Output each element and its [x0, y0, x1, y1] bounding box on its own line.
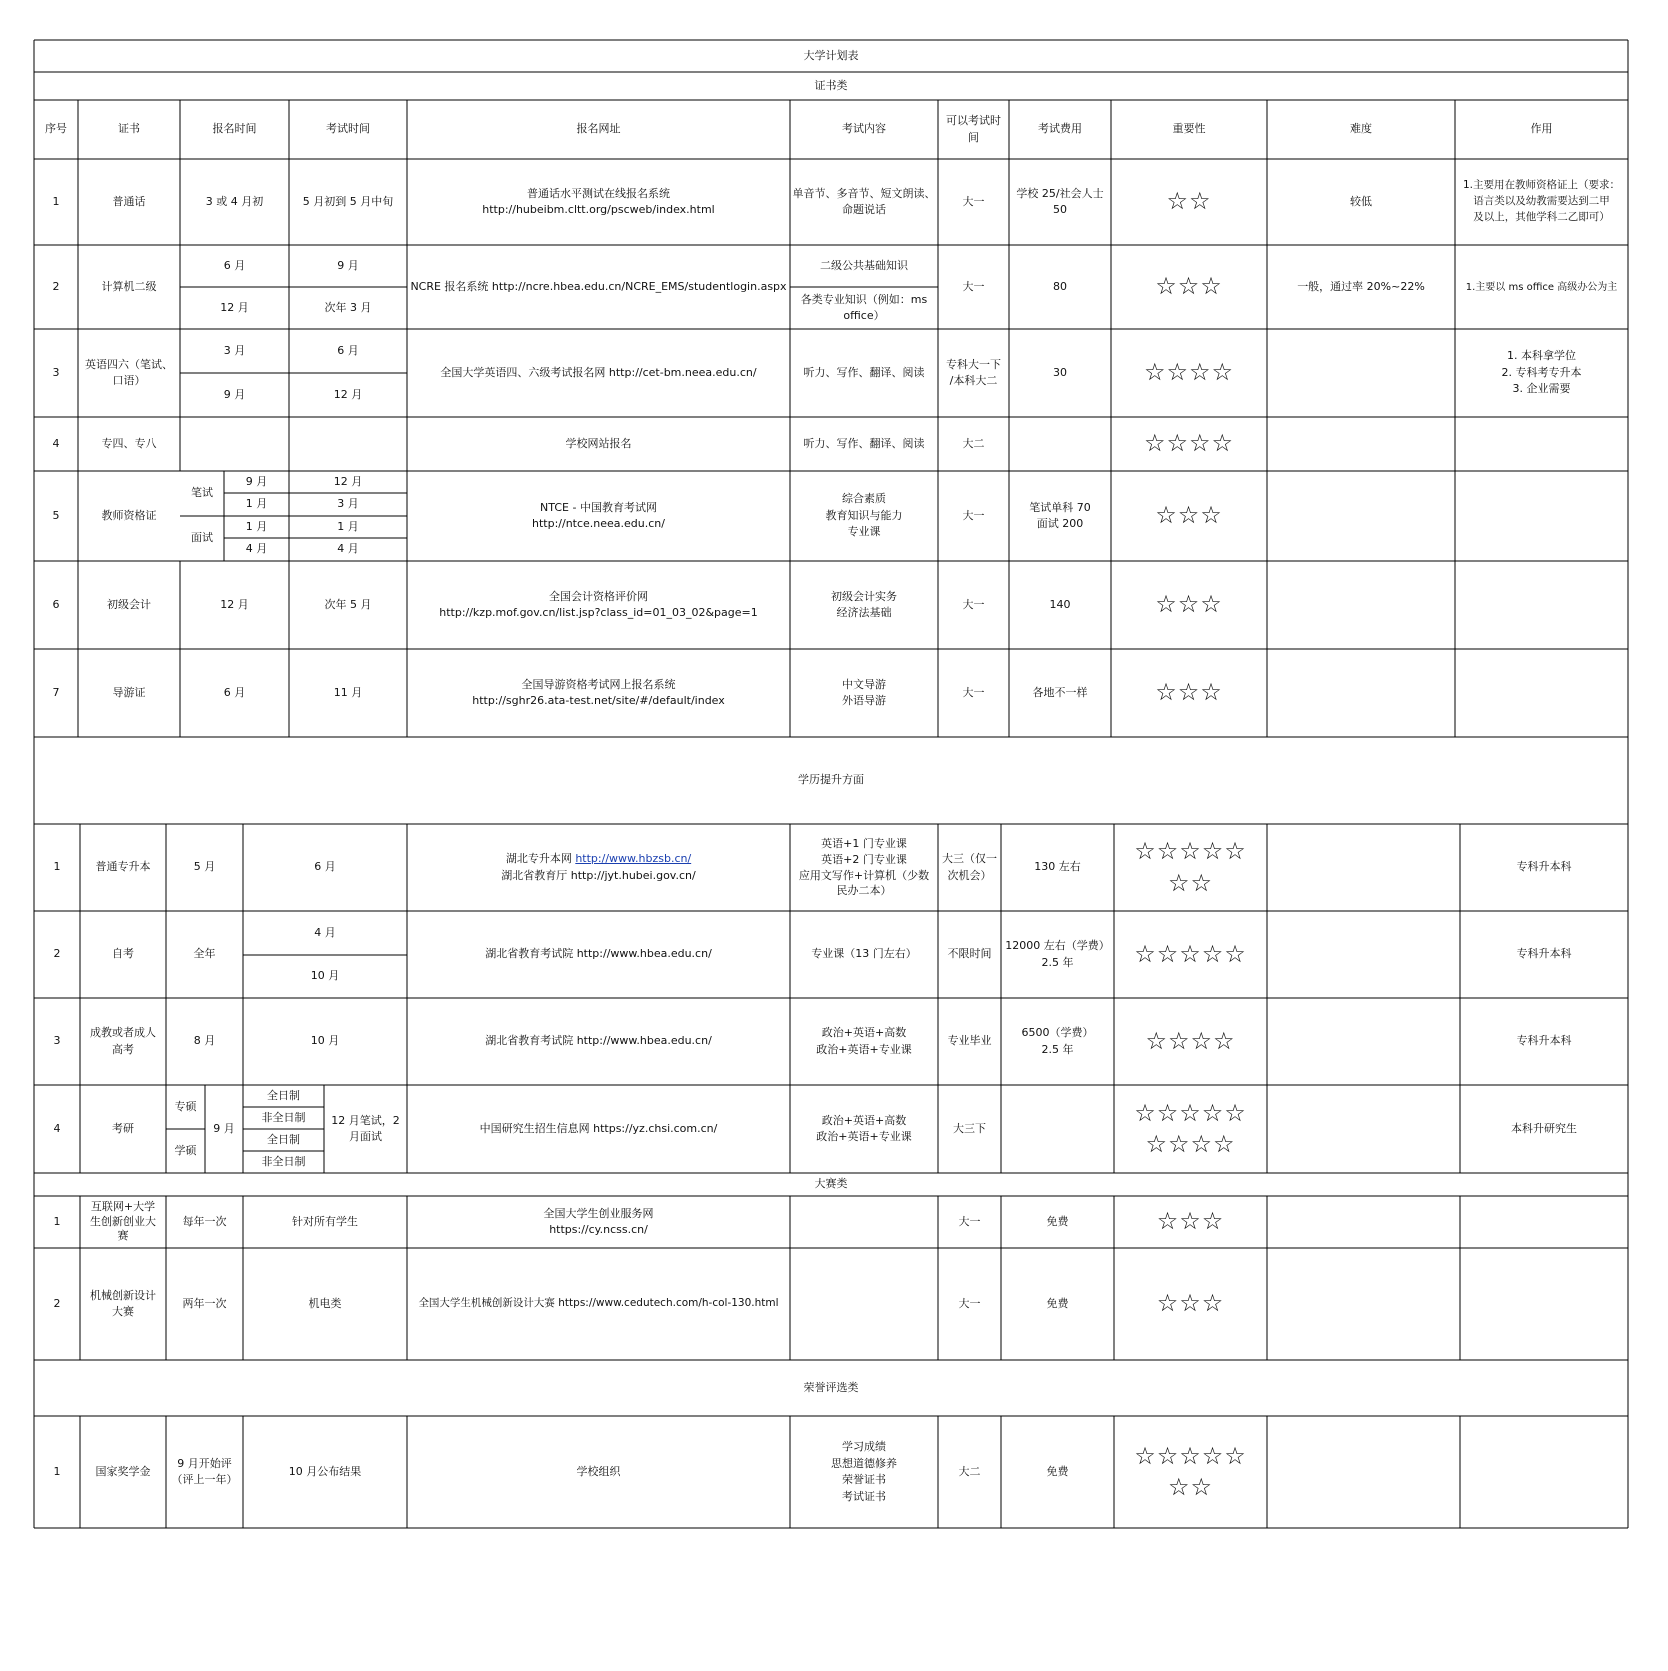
degree-1-exam: 6 月 [314, 860, 336, 874]
degree-4-purpose: 本科升研究生 [1511, 1121, 1577, 1135]
honor-1-content [790, 1416, 938, 1528]
cert-3-exam-1: 6 月 [337, 343, 359, 357]
degree-4-content-line: 政治+英语+高数 [821, 1113, 907, 1127]
degree-3-no: 3 [53, 1034, 61, 1048]
degree-3-when: 专业毕业 [947, 1034, 992, 1048]
cert-6-content [790, 561, 938, 649]
comp-1-no: 1 [53, 1214, 61, 1228]
cert-7-reg: 6 月 [223, 685, 246, 699]
cert-3-purpose [1455, 329, 1628, 417]
degree-4-importance-stars [1114, 1085, 1267, 1173]
cert-2-when: 大一 [962, 279, 985, 293]
comp-1-fee: 免费 [1046, 1214, 1069, 1228]
comp-1-name-line: 互联网+大学 [90, 1199, 156, 1213]
cert-3-name [78, 329, 180, 417]
degree-1-importance-stars [1114, 824, 1267, 911]
cert-1-reg: 3 或 4 月初 [205, 194, 264, 208]
cert-2-name: 计算机二级 [101, 279, 157, 293]
comp-2-no: 2 [53, 1296, 61, 1310]
cert-5-reg-1: 9 月 [245, 474, 268, 488]
degree-4-content [790, 1085, 938, 1173]
degree-4-when: 大三下 [953, 1121, 986, 1135]
cert-5-no: 5 [52, 508, 60, 522]
comp-1-url [407, 1196, 790, 1248]
cert-3-reg-2: 9 月 [223, 387, 246, 401]
header-importance: 重要性 [1172, 122, 1206, 136]
honor-1-fee: 免费 [1046, 1464, 1069, 1478]
cert-4-url: 学校网站报名 [565, 436, 632, 450]
degree-3-url: 湖北省教育考试院 http://www.hbea.edu.cn/ [485, 1034, 712, 1048]
header-purpose: 作用 [1530, 122, 1553, 136]
cert-7-name: 导游证 [112, 685, 146, 699]
header-difficulty: 难度 [1350, 122, 1372, 136]
honor-1-name: 国家奖学金 [95, 1464, 151, 1478]
degree-3-purpose: 专科升本科 [1516, 1034, 1572, 1048]
degree-2-fee-line: 12000 左右（学费） [1005, 939, 1110, 952]
degree-4-stars-line: ☆☆☆☆ [1145, 1130, 1236, 1158]
honor-1-url: 学校组织 [576, 1464, 621, 1478]
cert-3-purpose-line: 1. 本科拿学位 [1507, 349, 1576, 363]
honor-1-content-line: 考试证书 [842, 1489, 886, 1503]
degree-2-when: 不限时间 [947, 947, 992, 961]
cert-5-exam-2: 3 月 [337, 497, 359, 511]
cert-5-exam-4: 4 月 [337, 542, 359, 556]
degree-1-content-line: 英语+2 门专业课 [821, 852, 907, 866]
comp-1-url-line: 全国大学生创业服务网 [543, 1206, 654, 1220]
cert-5-url [407, 471, 790, 561]
cert-7-when: 大一 [962, 685, 985, 699]
cert-3-purpose-line: 3. 企业需要 [1512, 382, 1571, 396]
degree-2-no: 2 [53, 947, 61, 961]
degree-3-reg: 8 月 [193, 1034, 216, 1048]
degree-1-url-line [506, 851, 691, 868]
cert-1-fee-line: 50 [1053, 203, 1067, 216]
comp-1-target: 针对所有学生 [292, 1214, 358, 1228]
cert-7-content-line: 外语导游 [842, 694, 886, 707]
cert-3-when [938, 329, 1009, 417]
cert-6-importance-stars: ☆☆☆ [1155, 590, 1223, 619]
degree-3-fee [1001, 998, 1114, 1085]
degree-2-exam-2: 10 月 [310, 969, 340, 983]
degree-3-name-line: 高考 [112, 1042, 134, 1056]
cert-1-name: 普通话 [112, 194, 146, 208]
degree-3-content-line: 政治+英语+高数 [821, 1026, 907, 1039]
cert-5-written-label: 笔试 [191, 486, 213, 500]
cert-5-content-line: 教育知识与能力 [825, 508, 903, 522]
cert-6-fee: 140 [1049, 597, 1071, 611]
cert-6-when: 大一 [962, 597, 985, 611]
cert-5-interview-label: 面试 [191, 531, 213, 545]
cert-6-url-line: http://kzp.mof.gov.cn/list.jsp?class_id=01_03_02&page=1 [439, 606, 758, 619]
cert-2-fee: 80 [1053, 279, 1067, 293]
cert-1-importance-stars: ☆☆ [1166, 187, 1212, 216]
cert-2-content-2-line: 各类专业知识（例如：ms [800, 292, 928, 306]
degree-2-fee [1001, 911, 1114, 998]
degree-1-url-link[interactable]: http://www.hbzsb.cn/ [575, 852, 692, 865]
cert-7-url-line: 全国导游资格考试网上报名系统 [521, 677, 676, 691]
degree-4-url: 中国研究生招生信息网 https://yz.chsi.com.cn/ [479, 1121, 718, 1135]
cert-7-fee: 各地不一样 [1032, 685, 1088, 699]
cert-2-purpose: 1.主要以 ms office 高级办公为主 [1465, 281, 1618, 293]
cert-1-purpose-line: 1.主要用在教师资格证上（要求： [1462, 179, 1621, 192]
degree-3-importance-stars: ☆☆☆☆ [1145, 1026, 1236, 1055]
comp-2-importance-stars: ☆☆☆ [1156, 1289, 1225, 1318]
degree-4-name: 考研 [112, 1121, 134, 1135]
cert-7-exam: 11 月 [333, 685, 363, 699]
section-degree: 学历提升方面 [798, 773, 864, 787]
cert-5-url-line: http://ntce.neea.edu.cn/ [532, 517, 665, 530]
cert-2-content-2 [790, 287, 938, 329]
honor-1-reg-line: 9 月开始评 [177, 1456, 232, 1470]
cert-3-when-line: 专科大一下 [946, 357, 1001, 371]
header-exam-content: 考试内容 [842, 122, 886, 136]
cert-3-content: 听力、写作、翻译、阅读 [803, 365, 925, 379]
cert-5-content-line: 综合素质 [842, 492, 886, 506]
cert-4-content: 听力、写作、翻译、阅读 [803, 436, 925, 450]
cert-2-importance-stars: ☆☆☆ [1155, 272, 1223, 301]
cert-5-fee-line: 面试 200 [1036, 517, 1084, 530]
page-title: 大学计划表 [803, 48, 859, 62]
cert-2-reg-2: 12 月 [220, 300, 249, 314]
degree-4-exam-line: 12 月笔试，2 [331, 1113, 400, 1127]
cert-3-no: 3 [52, 365, 60, 379]
cert-1-url: 普通话水平测试在线报名系统 http://hubeibm.cltt.org/pscweb/index.html [482, 186, 715, 216]
honor-1-stars-line: ☆☆ [1167, 1473, 1214, 1501]
degree-2-reg: 全年 [193, 947, 216, 961]
degree-1-name: 普通专升本 [95, 860, 151, 874]
cert-4-importance-stars: ☆☆☆☆ [1143, 429, 1235, 458]
degree-4-mode-1: 全日制 [267, 1088, 300, 1102]
degree-1-content [790, 824, 938, 911]
degree-3-exam: 10 月 [310, 1034, 340, 1048]
cert-5-importance-stars: ☆☆☆ [1155, 501, 1223, 530]
cert-6-url-line: 全国会计资格评价网 [549, 589, 648, 603]
header-certificate: 证书 [118, 122, 140, 136]
cert-1-fee-line: 学校 25/社会人士 [1016, 186, 1104, 200]
cert-6-name: 初级会计 [107, 597, 151, 611]
honor-1-reg [166, 1416, 243, 1528]
cert-4-no: 4 [52, 436, 60, 450]
cert-2-exam-2: 次年 3 月 [324, 300, 372, 314]
comp-2-url: 全国大学生机械创新设计大赛 https://www.cedutech.com/h-col-130.html [418, 1297, 779, 1310]
cert-7-url [407, 649, 790, 737]
honor-1-content-line: 学习成绩 [842, 1440, 886, 1453]
degree-1-when [938, 824, 1001, 911]
cert-3-fee: 30 [1053, 365, 1067, 379]
cert-7-content [790, 649, 938, 737]
cert-7-importance-stars: ☆☆☆ [1155, 678, 1223, 707]
cert-6-no: 6 [52, 597, 60, 611]
cert-1-purpose-line: 语言类以及幼教需要达到二甲 [1473, 195, 1610, 208]
comp-1-name-line: 生创新创业大 [90, 1214, 156, 1228]
header-exam-time: 考试时间 [326, 122, 370, 136]
cert-2-content-1: 二级公共基础知识 [820, 258, 908, 272]
cert-3-purpose-line: 2. 专科考专升本 [1501, 365, 1582, 379]
cert-7-no: 7 [52, 685, 60, 699]
header-no: 序号 [45, 122, 67, 136]
degree-3-content [790, 998, 938, 1085]
comp-2-name-line: 机械创新设计 [90, 1288, 156, 1302]
cert-4-name: 专四、专八 [101, 436, 157, 450]
cert-5-reg-2: 1 月 [245, 497, 268, 511]
cert-2-content-2-line: office） [843, 309, 885, 322]
cert-2-reg-1: 6 月 [223, 258, 246, 272]
degree-4-mode-4: 非全日制 [261, 1154, 306, 1168]
degree-3-content-line: 政治+英语+专业课 [816, 1042, 912, 1056]
degree-4-mode-3: 全日制 [267, 1132, 300, 1146]
degree-1-stars-line: ☆☆☆☆☆ [1134, 837, 1247, 866]
degree-4-exam-line: 月面试 [349, 1130, 382, 1143]
comp-1-name-line: 赛 [117, 1229, 129, 1243]
comp-2-name [80, 1248, 166, 1360]
degree-1-when-line: 次机会） [947, 868, 992, 882]
degree-2-exam-1: 4 月 [314, 925, 336, 939]
cert-2-difficulty: 一般，通过率 20%~22% [1297, 279, 1425, 293]
cert-5-content [790, 471, 938, 561]
cert-6-content-line: 经济法基础 [836, 606, 892, 619]
cert-5-exam-3: 1 月 [337, 519, 359, 533]
comp-2-name-line: 大赛 [112, 1305, 134, 1318]
cert-1-purpose-line: 及以上，其他学科二乙即可） [1473, 210, 1610, 223]
degree-1-fee: 130 左右 [1034, 860, 1081, 874]
honor-1-reg-line: （评上一年） [171, 1473, 238, 1486]
cert-6-content-line: 初级会计实务 [831, 589, 897, 603]
header-eligible-time-text: 可以考试时间 [946, 114, 1001, 144]
honor-1-importance-stars [1114, 1416, 1267, 1528]
section-certificates: 证书类 [814, 78, 848, 92]
cert-7-content-line: 中文导游 [842, 677, 886, 691]
cert-1-purpose [1455, 159, 1628, 245]
cert-5-reg-3: 1 月 [245, 519, 268, 533]
cert-3-exam-2: 12 月 [333, 387, 363, 401]
degree-2-content: 专业课（13 门左右） [811, 947, 917, 961]
comp-1-name [80, 1196, 166, 1248]
degree-1-no: 1 [53, 860, 61, 874]
degree-1-content-line: 应用文写作+计算机（少数 [798, 868, 930, 882]
degree-3-fee-line: 6500（学费） [1021, 1026, 1094, 1039]
cert-1-content-line: 单音节、多音节、短文朗读、 [792, 186, 936, 200]
cert-3-reg-1: 3 月 [223, 343, 246, 357]
cert-1-no: 1 [52, 194, 60, 208]
cert-5-content-line: 专业课 [847, 525, 881, 539]
degree-2-fee-line: 2.5 年 [1041, 955, 1074, 969]
comp-2-fee: 免费 [1046, 1296, 1069, 1310]
cert-6-url [407, 561, 790, 649]
degree-1-purpose: 专科升本科 [1516, 860, 1572, 874]
degree-4-type-academic: 学硕 [174, 1143, 197, 1157]
honor-1-no: 1 [53, 1464, 61, 1478]
degree-2-importance-stars: ☆☆☆☆☆ [1134, 939, 1247, 968]
header-fee: 考试费用 [1038, 122, 1082, 136]
cert-1-content [790, 159, 938, 245]
cert-3-importance-stars: ☆☆☆☆ [1143, 358, 1235, 387]
degree-3-fee-line: 2.5 年 [1041, 1042, 1074, 1056]
cert-5-exam-1: 12 月 [333, 474, 363, 488]
degree-1-url-label: 湖北专升本网 [505, 852, 576, 865]
honor-1-exam: 10 月公布结果 [288, 1464, 362, 1478]
comp-1-importance-stars: ☆☆☆ [1156, 1207, 1225, 1236]
comp-1-url-line: https://cy.ncss.cn/ [549, 1223, 648, 1236]
degree-2-name: 自考 [112, 947, 134, 961]
cert-2-no: 2 [52, 279, 60, 293]
cert-6-exam: 次年 5 月 [324, 597, 372, 611]
degree-2-purpose: 专科升本科 [1516, 947, 1572, 961]
header-registration-time: 报名时间 [212, 122, 257, 136]
cert-3-when-line: /本科大二 [949, 374, 998, 387]
honor-1-content-line: 荣誉证书 [842, 1473, 886, 1486]
comp-2-frequency: 两年一次 [182, 1296, 227, 1310]
degree-4-exam [324, 1085, 407, 1173]
comp-2-when: 大一 [958, 1296, 981, 1310]
honor-1-stars-line: ☆☆☆☆☆ [1134, 1441, 1247, 1470]
cert-1-difficulty: 较低 [1350, 194, 1372, 208]
degree-4-stars-line: ☆☆☆☆☆ [1134, 1098, 1247, 1127]
cert-2-url: NCRE 报名系统 http://ncre.hbea.edu.cn/NCRE_EMS/studentlogin.aspx [410, 279, 787, 293]
degree-1-url [407, 824, 790, 911]
cert-2-exam-1: 9 月 [337, 258, 359, 272]
cert-5-fee-line: 笔试单科 70 [1029, 500, 1091, 514]
cert-5-reg-4: 4 月 [245, 542, 268, 556]
cert-7-url-line: http://sghr26.ata-test.net/site/#/default/index [472, 694, 725, 707]
degree-1-when-line: 大三（仅一 [942, 852, 997, 865]
honor-1-content-line: 思想道德修养 [831, 1456, 897, 1470]
comp-1-frequency: 每年一次 [182, 1214, 227, 1228]
degree-1-stars-line: ☆☆ [1167, 868, 1214, 897]
cert-5-url-line: NTCE - 中国教育考试网 [540, 500, 657, 514]
degree-1-content-line: 英语+1 门专业课 [821, 836, 907, 850]
cert-3-name-line: 英语四六（笔试、 [85, 357, 173, 371]
degree-2-url: 湖北省教育考试院 http://www.hbea.edu.cn/ [485, 947, 712, 961]
degree-1-reg: 5 月 [193, 860, 216, 874]
degree-3-name-line: 成教或者成人 [90, 1026, 156, 1039]
degree-4-no: 4 [53, 1121, 61, 1135]
degree-4-mode-2: 非全日制 [261, 1110, 306, 1124]
honor-1-when: 大二 [958, 1464, 981, 1478]
cert-3-url: 全国大学英语四、六级考试报名网 http://cet-bm.neea.edu.cn/ [440, 365, 757, 379]
cert-5-fee [1009, 471, 1111, 561]
section-competitions: 大赛类 [814, 1177, 848, 1191]
degree-4-reg: 9 月 [213, 1121, 235, 1135]
degree-1-content-line: 民办二本） [836, 884, 892, 898]
cert-5-name: 教师资格证 [101, 508, 157, 522]
degree-4-content-line: 政治+英语+专业课 [816, 1130, 912, 1143]
degree-3-name [80, 998, 166, 1085]
cert-6-reg: 12 月 [220, 597, 249, 611]
cert-1-when: 大一 [962, 194, 985, 208]
section-honors: 荣誉评选类 [803, 1380, 859, 1394]
cert-1-fee [1009, 159, 1111, 245]
comp-1-when: 大一 [958, 1214, 981, 1228]
header-registration-url: 报名网址 [576, 122, 621, 136]
header-eligible-time [938, 100, 1009, 159]
degree-4-type-professional: 专硕 [174, 1099, 197, 1113]
cert-3-name-line: 口语） [112, 374, 146, 387]
cert-4-when: 大二 [962, 436, 985, 450]
cert-1-exam: 5 月初到 5 月中旬 [302, 194, 394, 208]
comp-2-target: 机电类 [308, 1296, 342, 1310]
cert-5-when: 大一 [962, 508, 985, 522]
degree-1-url-line: 湖北省教育厅 http://jyt.hubei.gov.cn/ [501, 868, 696, 882]
cert-1-content-line: 命题说话 [842, 203, 886, 216]
